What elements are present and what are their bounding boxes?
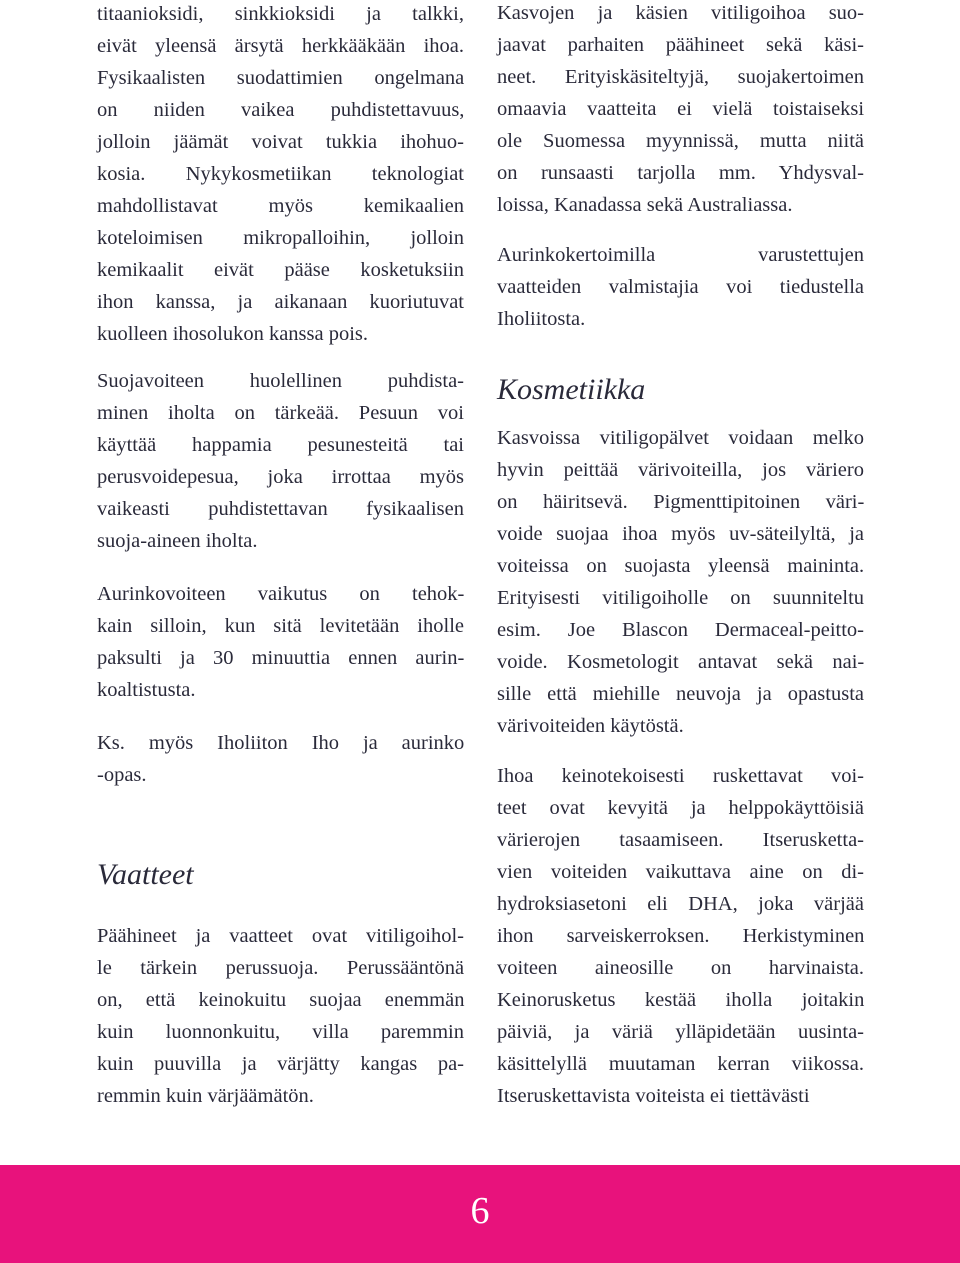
- paragraph: [97, 365, 464, 557]
- paragraph: [497, 422, 864, 742]
- text-line: värivoiteiden käytöstä.: [497, 715, 684, 737]
- text-line: voiteen aineosille on harvinaista.: [497, 957, 864, 979]
- text-line: Ihoa keinotekoisesti ruskettavat voi-: [497, 765, 864, 787]
- paragraph: [497, 0, 864, 221]
- right-paragraph-manufacturers: [497, 239, 864, 335]
- text-line: jaavat parhaiten päähineet sekä käsi-: [497, 34, 864, 56]
- paragraph: [97, 0, 464, 350]
- text-line: mahdollistavat myös kemikaalien: [97, 195, 464, 217]
- text-line: Kasvoissa vitiligopälvet voidaan melko: [497, 427, 864, 449]
- text-line: käyttää happamia pesunesteitä tai: [97, 434, 464, 456]
- text-line: Erityisesti vitiligoiholle on suunniteltu: [497, 587, 865, 609]
- text-line: vaikeasti puhdistettavan fysikaalisen: [97, 498, 464, 520]
- text-line: titaanioksidi, sinkkioksidi ja talkki,: [97, 3, 464, 25]
- text-line: neet. Erityiskäsiteltyjä, suojakertoimen: [497, 66, 864, 88]
- text-line: jolloin jäämät voivat tukkia ihohuo-: [97, 131, 464, 153]
- text-line: värierojen tasaamiseen. Itserusketta-: [497, 829, 864, 851]
- left-paragraph-clothing: [97, 920, 464, 1112]
- text-line: teet ovat kevyitä ja helppokäyttöisiä: [497, 797, 865, 819]
- paragraph: [497, 239, 864, 335]
- text-line: minen iholta on tärkeää. Pesuun voi: [97, 402, 464, 424]
- text-line: voide. Kosmetologit antavat sekä nai-: [497, 651, 865, 673]
- text-line: vaatteiden valmistajia voi tiedustella: [497, 276, 865, 298]
- text-line: Itseruskettavista voiteista ei tiettävästi: [497, 1085, 810, 1107]
- text-line: koaltistusta.: [97, 679, 196, 701]
- text-line: on, että keinokuitu suojaa enemmän: [97, 989, 465, 1011]
- text-line: loissa, Kanadassa sekä Australiassa.: [497, 194, 793, 216]
- text-line: hydroksiasetoni eli DHA, joka värjää: [497, 893, 864, 915]
- text-line: eivät yleensä ärsytä herkkääkään ihoa.: [97, 35, 464, 57]
- text-line: -opas.: [97, 764, 147, 786]
- text-line: on häiritsevä. Pigmenttipitoinen väri-: [497, 491, 865, 513]
- text-line: on niiden vaikea puhdistettavuus,: [97, 99, 465, 121]
- page-number: 6: [470, 1190, 490, 1232]
- text-line: on runsaasti tarjolla mm. Yhdysval-: [497, 162, 864, 184]
- text-line: esim. Joe Blascon Dermaceal-peitto-: [497, 619, 864, 641]
- left-paragraph-cleansing: [97, 365, 464, 557]
- right-paragraph-headwear: [497, 0, 864, 221]
- text-line: kuolleen ihosolukon kanssa pois.: [97, 323, 369, 345]
- text-line: ole Suomessa myynnissä, mutta niitä: [497, 130, 864, 152]
- text-line: Kasvojen ja käsien vitiligoihoa suo-: [497, 2, 864, 24]
- text-line: kemikaalit eivät pääse kosketuksiin: [97, 259, 464, 281]
- left-paragraph-sunscreen-chemicals: [97, 0, 464, 350]
- text-line: Keinorusketus kestää iholla joitakin: [497, 989, 865, 1011]
- text-line: ihon kanssa, ja aikanaan kuoriutuvat: [97, 291, 464, 313]
- section-heading-kosmetiikka: Kosmetiikka: [497, 373, 646, 406]
- text-line: Ks. myös Iholiiton Iho ja aurinko: [97, 732, 465, 754]
- text-line: voide suojaa ihoa myös uv-säteilyltä, ja: [497, 523, 864, 545]
- left-paragraph-application: [97, 578, 464, 706]
- paragraph: [97, 920, 464, 1112]
- text-line: ihon sarveiskerroksen. Herkistyminen: [497, 925, 865, 947]
- text-line: Iholiitosta.: [497, 308, 586, 330]
- text-line: hyvin peittää värivoiteilla, jos väriero: [497, 459, 864, 481]
- text-line: Aurinkokertoimilla varustettujen: [497, 244, 864, 266]
- text-line: omaavia vaatteita ei vielä toistaiseksi: [497, 98, 865, 120]
- text-line: voiteissa on suojasta yleensä maininta.: [497, 555, 865, 577]
- paragraph: [97, 578, 464, 706]
- text-line: le tärkein perussuoja. Perussääntönä: [97, 957, 465, 979]
- section-heading-vaatteet: Vaatteet: [97, 858, 194, 891]
- text-line: vien voiteiden vaikuttava aine on di-: [497, 861, 865, 883]
- text-line: perusvoidepesua, joka irrottaa myös: [97, 466, 465, 488]
- right-paragraph-self-tanners: [497, 760, 864, 1112]
- text-line: päiviä, ja väriä ylläpidetään uusinta-: [497, 1021, 864, 1043]
- text-line: sille että miehille neuvoja ja opastusta: [497, 683, 864, 705]
- text-line: remmin kuin värjäämätön.: [97, 1085, 314, 1107]
- text-line: suoja-aineen iholta.: [97, 530, 258, 552]
- text-line: kain silloin, kun sitä levitetään iholle: [97, 615, 464, 637]
- paragraph: [97, 727, 464, 791]
- right-paragraph-cover-creams: [497, 422, 864, 742]
- text-line: koteloimisen mikropalloihin, jolloin: [97, 227, 464, 249]
- text-line: Suojavoiteen huolellinen puhdista-: [97, 370, 464, 392]
- text-line: käsittelyllä muutaman kerran viikossa.: [497, 1053, 864, 1075]
- footer-bar: [0, 1165, 960, 1263]
- text-line: kosia. Nykykosmetiikan teknologiat: [97, 163, 464, 185]
- text-line: Fysikaalisten suodattimien ongelmana: [97, 67, 465, 89]
- text-line: kuin luonnonkuitu, villa paremmin: [97, 1021, 464, 1043]
- paragraph: [497, 760, 864, 1112]
- text-line: paksulti ja 30 minuuttia ennen aurin-: [97, 647, 465, 669]
- left-paragraph-see-also: [97, 727, 464, 791]
- text-line: Päähineet ja vaatteet ovat vitiligoihol-: [97, 925, 464, 947]
- text-line: Aurinkovoiteen vaikutus on tehok-: [97, 583, 465, 605]
- text-line: kuin puuvilla ja värjätty kangas pa-: [97, 1053, 464, 1075]
